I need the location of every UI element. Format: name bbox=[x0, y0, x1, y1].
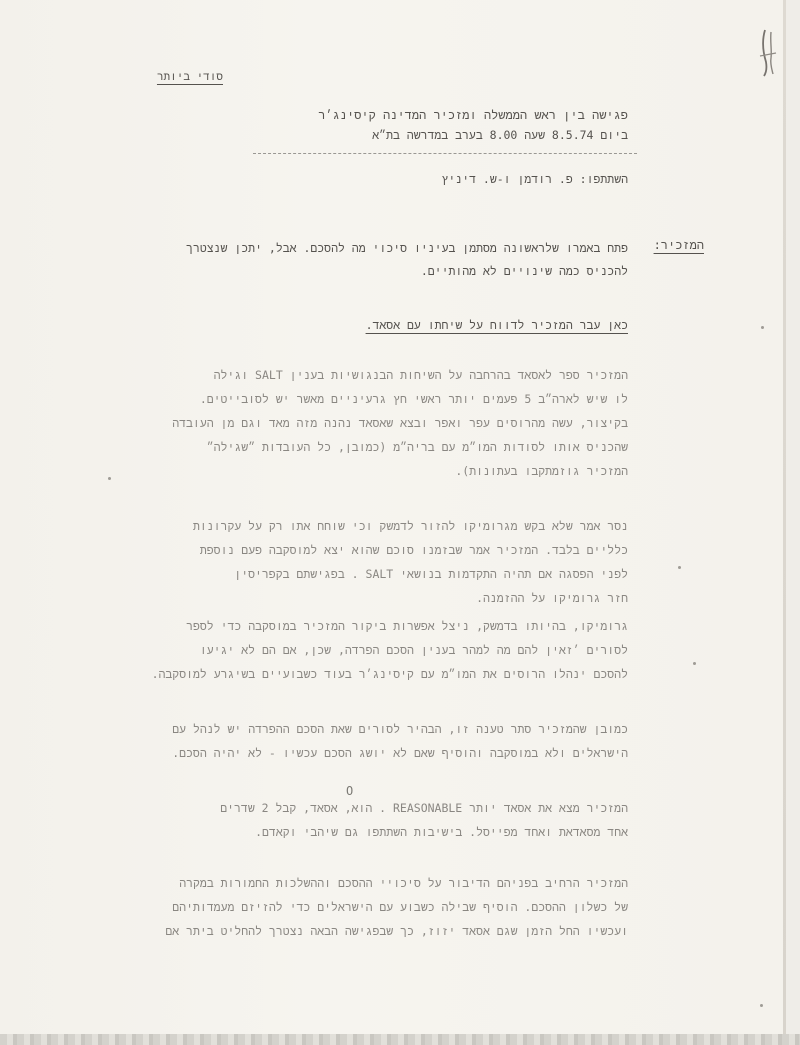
para3-line-2: לסורים ׳זאין להם מה למהר בענין הסכם הפרדה, שכן, אם הם לא יגיעו bbox=[199, 643, 628, 657]
para2-line-3: לפני הפסגה אם תהיה התקדמות בנושאי SALT . בפגישתם בקפריסין bbox=[234, 567, 628, 581]
para3-line-1: גרומיקו, בהיותו בדמשק, ניצל אפשרות ביקור המזכיר במוסקבה כדי לספר bbox=[186, 619, 628, 633]
document-title: פגישה בין ראש הממשלה ומזכיר המדינה קיסינג׳ר bbox=[318, 108, 628, 122]
classification-label: סודי ביותר bbox=[156, 70, 223, 83]
para5-line-1: המזכיר מצא את אסאד יותר REASONABLE . הוא, אסאד, קבל 2 שדרים bbox=[220, 801, 628, 815]
para2-line-4: חזר גרומיקו על ההזמנה. bbox=[476, 591, 628, 605]
para5-line-2: אחד מסאדאת ואחד מפייסל. בישיבות השתתפו גם שיהבי וקאדם. bbox=[255, 825, 628, 839]
speck bbox=[108, 477, 111, 480]
para4-line-1: כמובן שהמזכיר סתר טענה זו, הבהיר לסורים שאת הסכם ההפרדה יש לנהל עם bbox=[172, 722, 628, 736]
para6-line-2: של כשלון ההסכם. הוסיף שבילה כשבוע עם הישראלים כדי להזיזם מעמדותיהם bbox=[172, 900, 628, 914]
para6-line-3: ועכשיו החל הזמן שגם אסאד יזוז, כך שבפגישה הבאה נצטרך להחליט ביתר אם bbox=[165, 924, 628, 938]
para1-line-1: המזכיר ספר לאסאד בהרחבה על השיחות הבנגושיות בענין SALT וגילה bbox=[213, 368, 628, 382]
scan-edge bbox=[0, 1034, 800, 1045]
para1-line-4: שהכניס אותו לסודות המו״מ עם בריה״מ (כמובן, כל העובדות ״שגילה״ bbox=[206, 440, 628, 454]
title-rule bbox=[253, 153, 637, 154]
para1-line-5: המזכיר גוזמתקבו בעתונות). bbox=[455, 464, 628, 478]
speck bbox=[760, 1004, 763, 1007]
binding-mark bbox=[757, 26, 779, 78]
para3-line-3: להסכם ינהלו הרוסים את המו״מ עם קיסינג׳ר בעוד כשבועיים בשיגרע למוסקבה. bbox=[151, 667, 628, 681]
para2-line-1: נסר אמר שלא בקש מגרומיקו להזור לדמשק וכי שוחח אתו רק על עקרונות bbox=[192, 519, 628, 533]
para6-line-1: המזכיר הרחיב בפניהם הדיבור על סיכויי ההסכם וההשלכות החמורות במקרה bbox=[179, 876, 628, 890]
opening-line-1: פתח באמרו שלראשונה מסתמן בעיניו סיכוי מה להסכם. אבל, יתכן שנצטרך bbox=[186, 241, 628, 255]
para2-line-2: כלליים בלבד. המזכיר אמר שבזמנו סוכם שהוא יצא למוסקבה פעם נוספת bbox=[199, 543, 628, 557]
speck bbox=[761, 326, 764, 329]
handwritten-correction: O bbox=[346, 784, 354, 798]
date-line: ביום 8.5.74 שעה 8.00 בערב במדרשה בת״א bbox=[372, 128, 628, 142]
speaker-label: המזכיר: bbox=[653, 238, 704, 252]
participants: השתתפו: פ. רודמן ו-ש. דיניץ bbox=[441, 172, 628, 186]
speck bbox=[693, 662, 696, 665]
para4-line-2: הישראלים ולא במוסקבה והוסיף שאם לא יושג הסכם עכשיו - לא יהיה הסכם. bbox=[172, 746, 628, 760]
para1-line-3: בקיצור, עשה מהרוסים עפר ואפר ובצא שאסאד נהנה מזה מאד וגם מן העובדה bbox=[172, 416, 628, 430]
page-edge-shadow bbox=[786, 0, 800, 1045]
para1-line-2: לו שיש לארה״ב 5 פעמים יותר ראשי חץ גרעיניים מאשר יש לסובייטים. bbox=[199, 392, 628, 406]
section-heading: כאן עבר המזכיר לדווח על שיחתו עם אסאד. bbox=[365, 318, 628, 332]
opening-line-2: להכניס כמה שינויים לא מהותיים. bbox=[420, 264, 628, 278]
speck bbox=[678, 566, 681, 569]
